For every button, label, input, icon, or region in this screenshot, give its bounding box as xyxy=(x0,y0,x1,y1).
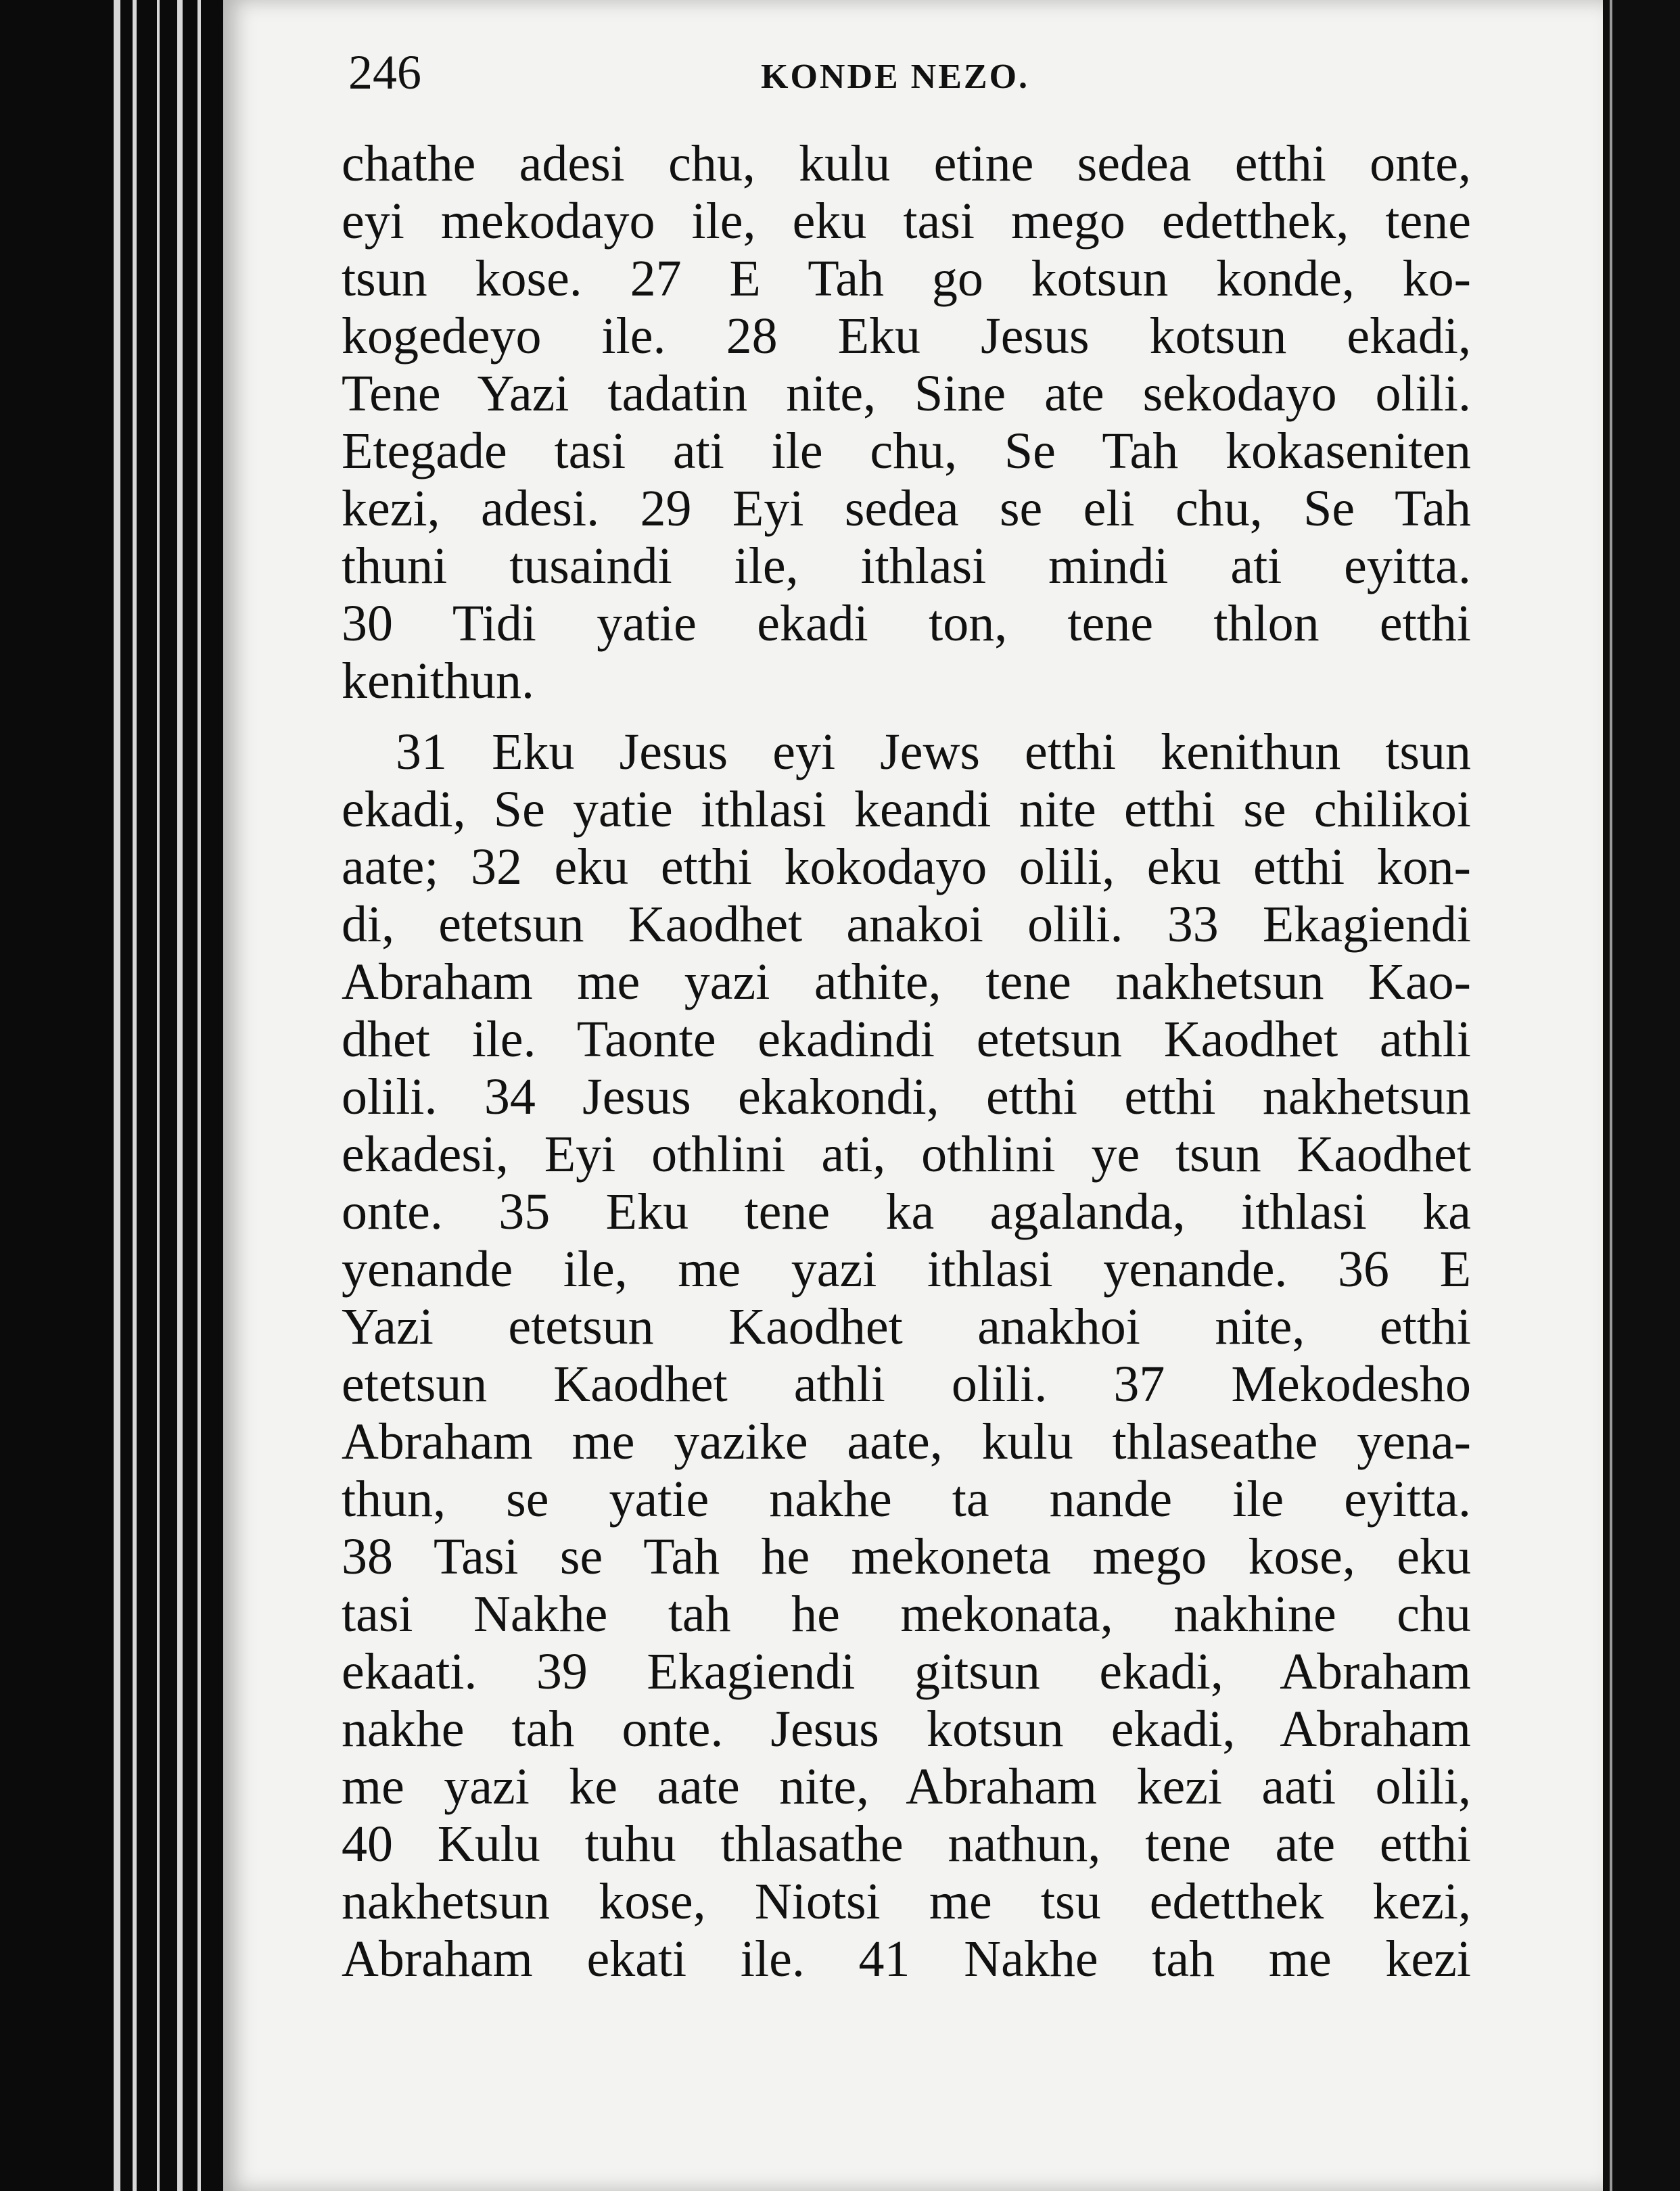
text-line: tsun kose. 27 E Tah go kotsun konde, ko- xyxy=(342,250,1471,307)
text-line: di, etetsun Kaodhet anakoi olili. 33 Ekagiendi xyxy=(342,896,1471,953)
paragraph xyxy=(342,135,1471,710)
text-line: kenithun. xyxy=(342,653,534,709)
text-line: dhet ile. Taonte ekadindi etetsun Kaodhet athli xyxy=(342,1011,1471,1068)
body-text xyxy=(342,135,1471,1988)
text-line: thuni tusaindi ile, ithlasi mindi ati eyitta. xyxy=(342,538,1471,594)
text-line: aate; 32 eku etthi kokodayo olili, eku etthi kon- xyxy=(342,839,1471,895)
binding-rule xyxy=(177,0,183,2191)
page-edge xyxy=(1603,0,1680,2191)
text-line: Etegade tasi ati ile chu, Se Tah kokaseniten xyxy=(342,423,1471,479)
binding-rule xyxy=(114,0,120,2191)
binding-rule xyxy=(197,0,201,2191)
text-line: eyi mekodayo ile, eku tasi mego edetthek, tene xyxy=(342,193,1471,250)
text-line: yenande ile, me yazi ithlasi yenande. 36 E xyxy=(342,1241,1471,1298)
text-line: kogedeyo ile. 28 Eku Jesus kotsun ekadi, xyxy=(342,308,1471,364)
text-line: Abraham me yazi athite, tene nakhetsun Kao- xyxy=(342,953,1471,1010)
text-line: ekadi, Se yatie ithlasi keandi nite etthi se chilikoi xyxy=(342,781,1471,838)
text-line: 31 Eku Jesus eyi Jews etthi kenithun tsun xyxy=(396,724,1471,780)
edge-line xyxy=(1610,0,1612,2191)
text-line: kezi, adesi. 29 Eyi sedea se eli chu, Se Tah xyxy=(342,480,1471,537)
text-line: Abraham me yazike aate, kulu thlaseathe yena- xyxy=(342,1413,1471,1470)
text-line: Abraham ekati ile. 41 Nakhe tah me kezi xyxy=(342,1931,1471,1987)
text-line: 38 Tasi se Tah he mekoneta mego kose, eku xyxy=(342,1528,1471,1585)
paragraph xyxy=(342,724,1471,1988)
text-line: onte. 35 Eku tene ka agalanda, ithlasi ka xyxy=(342,1183,1471,1240)
running-title: KONDE NEZO. xyxy=(761,57,1030,96)
text-line: nakhetsun kose, Niotsi me tsu edetthek kezi, xyxy=(342,1873,1471,1930)
binding-rule xyxy=(157,0,160,2191)
text-line: thun, se yatie nakhe ta nande ile eyitta. xyxy=(342,1471,1471,1528)
text-line: Yazi etetsun Kaodhet anakhoi nite, etthi xyxy=(342,1298,1471,1355)
book-binding xyxy=(0,0,223,2191)
text-line: chathe adesi chu, kulu etine sedea etthi onte, xyxy=(342,135,1471,192)
page-header xyxy=(348,42,1478,103)
text-line: me yazi ke aate nite, Abraham kezi aati olili, xyxy=(342,1758,1471,1815)
text-line: olili. 34 Jesus ekakondi, etthi etthi nakhetsun xyxy=(342,1068,1471,1125)
page-number: 246 xyxy=(348,45,421,99)
text-line: Tene Yazi tadatin nite, Sine ate sekodayo olili. xyxy=(342,365,1471,422)
text-line: tasi Nakhe tah he mekonata, nakhine chu xyxy=(342,1586,1471,1643)
text-line: etetsun Kaodhet athli olili. 37 Mekodesho xyxy=(342,1356,1471,1413)
text-line: 40 Kulu tuhu thlasathe nathun, tene ate etthi xyxy=(342,1816,1471,1872)
text-line: nakhe tah onte. Jesus kotsun ekadi, Abraham xyxy=(342,1701,1471,1758)
binding-rule xyxy=(133,0,137,2191)
text-line: ekadesi, Eyi othlini ati, othlini ye tsun Kaodhet xyxy=(342,1126,1471,1183)
text-line: ekaati. 39 Ekagiendi gitsun ekadi, Abraham xyxy=(342,1643,1471,1700)
text-line: 30 Tidi yatie ekadi ton, tene thlon etthi xyxy=(342,595,1471,652)
